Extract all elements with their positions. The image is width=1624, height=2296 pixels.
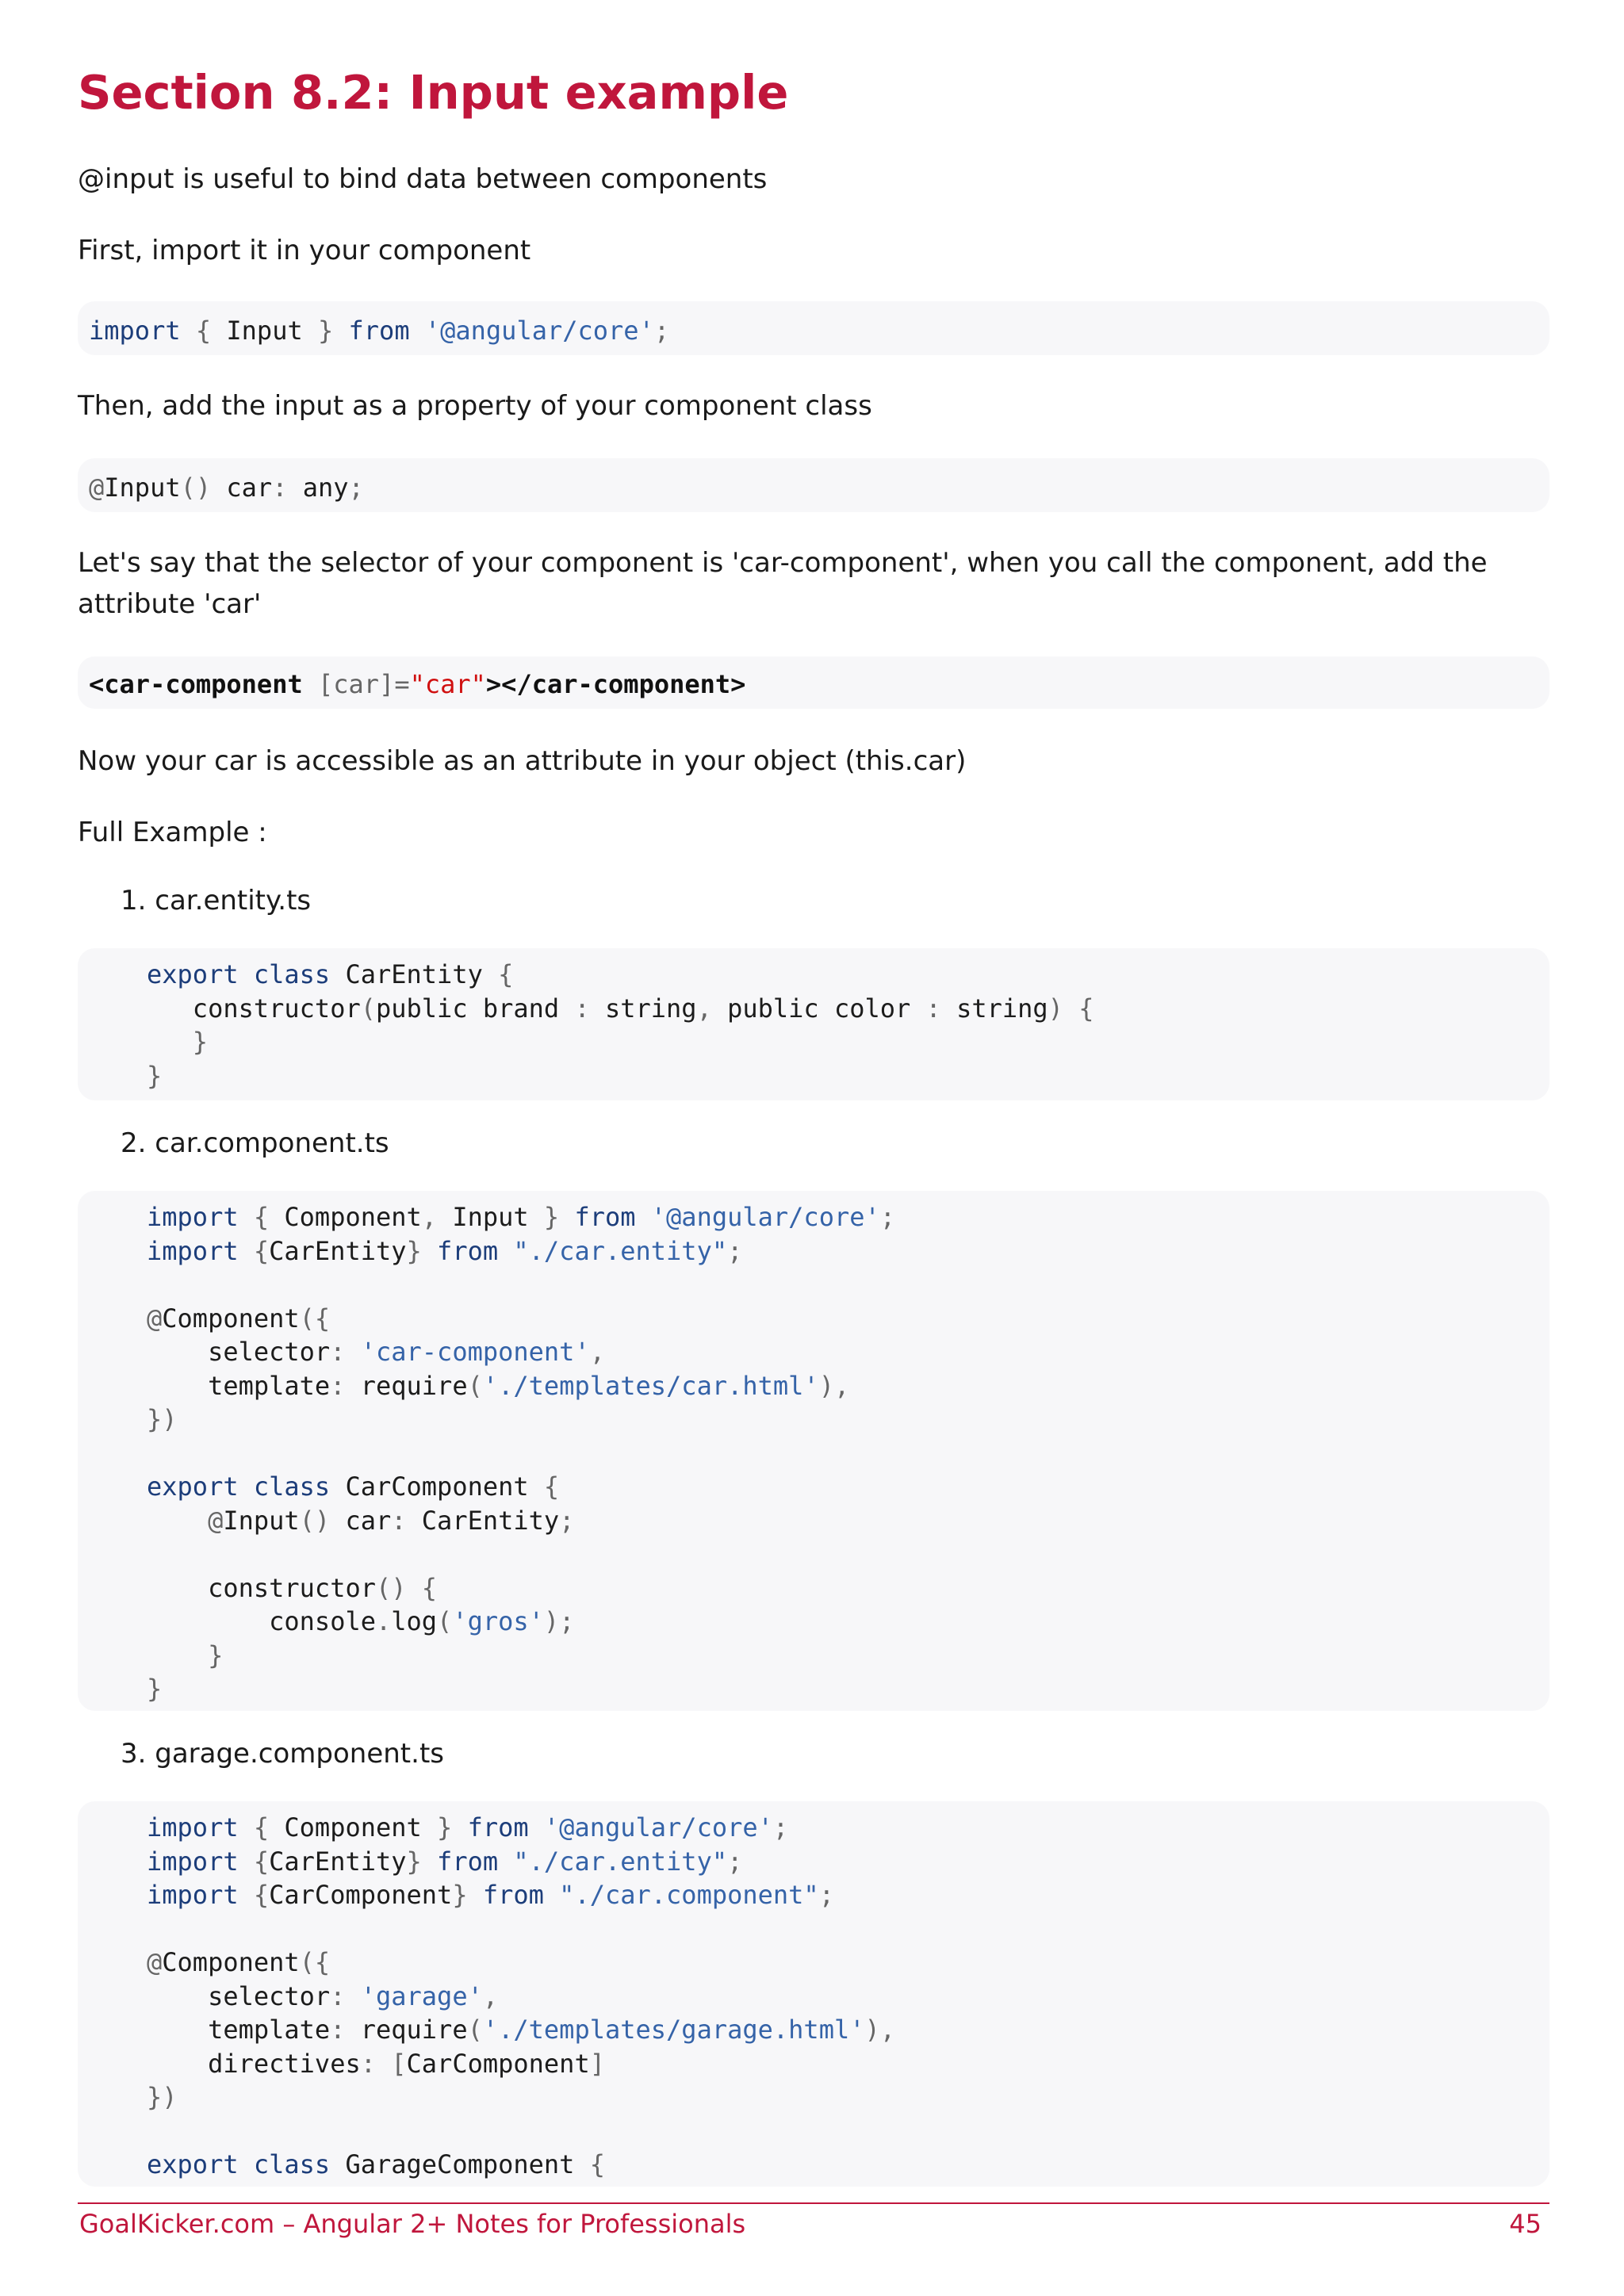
code-block-garage-component bbox=[78, 1801, 1549, 2187]
code-garage-component: import { Component } from '@angular/core'; import {CarEntity} from "./car.entity"; import {CarComponent} from "./car.component"; @Component({ selector: 'garage', template: require('./templates/garage.html'), directives: [CarComponent] }) export class GarageComponent { bbox=[147, 1812, 896, 2179]
paragraph-add-input: Then, add the input as a property of your component class bbox=[78, 390, 872, 422]
code-import: import { Input } from '@angular/core'; bbox=[89, 316, 670, 346]
page-number: 45 bbox=[1509, 2209, 1542, 2239]
footer-source: GoalKicker.com – Angular 2+ Notes for Professionals bbox=[79, 2209, 746, 2239]
paragraph-selector: Let's say that the selector of your component is 'car-component', when you call the component, add the attribute 'car' bbox=[78, 547, 1488, 620]
code-block-import bbox=[78, 301, 1549, 355]
code-car-entity: export class CarEntity { constructor(public brand : string, public color : string) { } } bbox=[147, 959, 1094, 1091]
paragraph-intro: @input is useful to bind data between components bbox=[78, 163, 768, 195]
code-input-property: @Input() car: any; bbox=[89, 473, 364, 503]
code-block-input-property bbox=[78, 458, 1549, 512]
code-block-html-tag bbox=[78, 656, 1549, 709]
code-block-car-entity bbox=[78, 948, 1549, 1100]
code-html-tag: <car-component [car]="car"></car-component> bbox=[89, 669, 746, 699]
code-car-component: import { Component, Input } from '@angular/core'; import {CarEntity} from "./car.entity"; @Component({ selector: 'car-component', template: require('./templates/car.html'), }) export class CarComponent { @Input() car: CarEntity; constructor() { console.log('gros'); } } bbox=[147, 1202, 896, 1704]
paragraph-import: First, import it in your component bbox=[78, 235, 531, 266]
list-item-car-component: 2. car.component.ts bbox=[121, 1127, 389, 1159]
paragraph-accessible: Now your car is accessible as an attribute in your object (this.car) bbox=[78, 745, 967, 777]
list-item-garage-component: 3. garage.component.ts bbox=[121, 1738, 444, 1770]
footer-divider bbox=[78, 2202, 1549, 2204]
code-block-car-component bbox=[78, 1191, 1549, 1711]
paragraph-full-example: Full Example : bbox=[78, 817, 267, 848]
section-title: Section 8.2: Input example bbox=[78, 65, 789, 120]
list-item-car-entity: 1. car.entity.ts bbox=[121, 885, 312, 916]
